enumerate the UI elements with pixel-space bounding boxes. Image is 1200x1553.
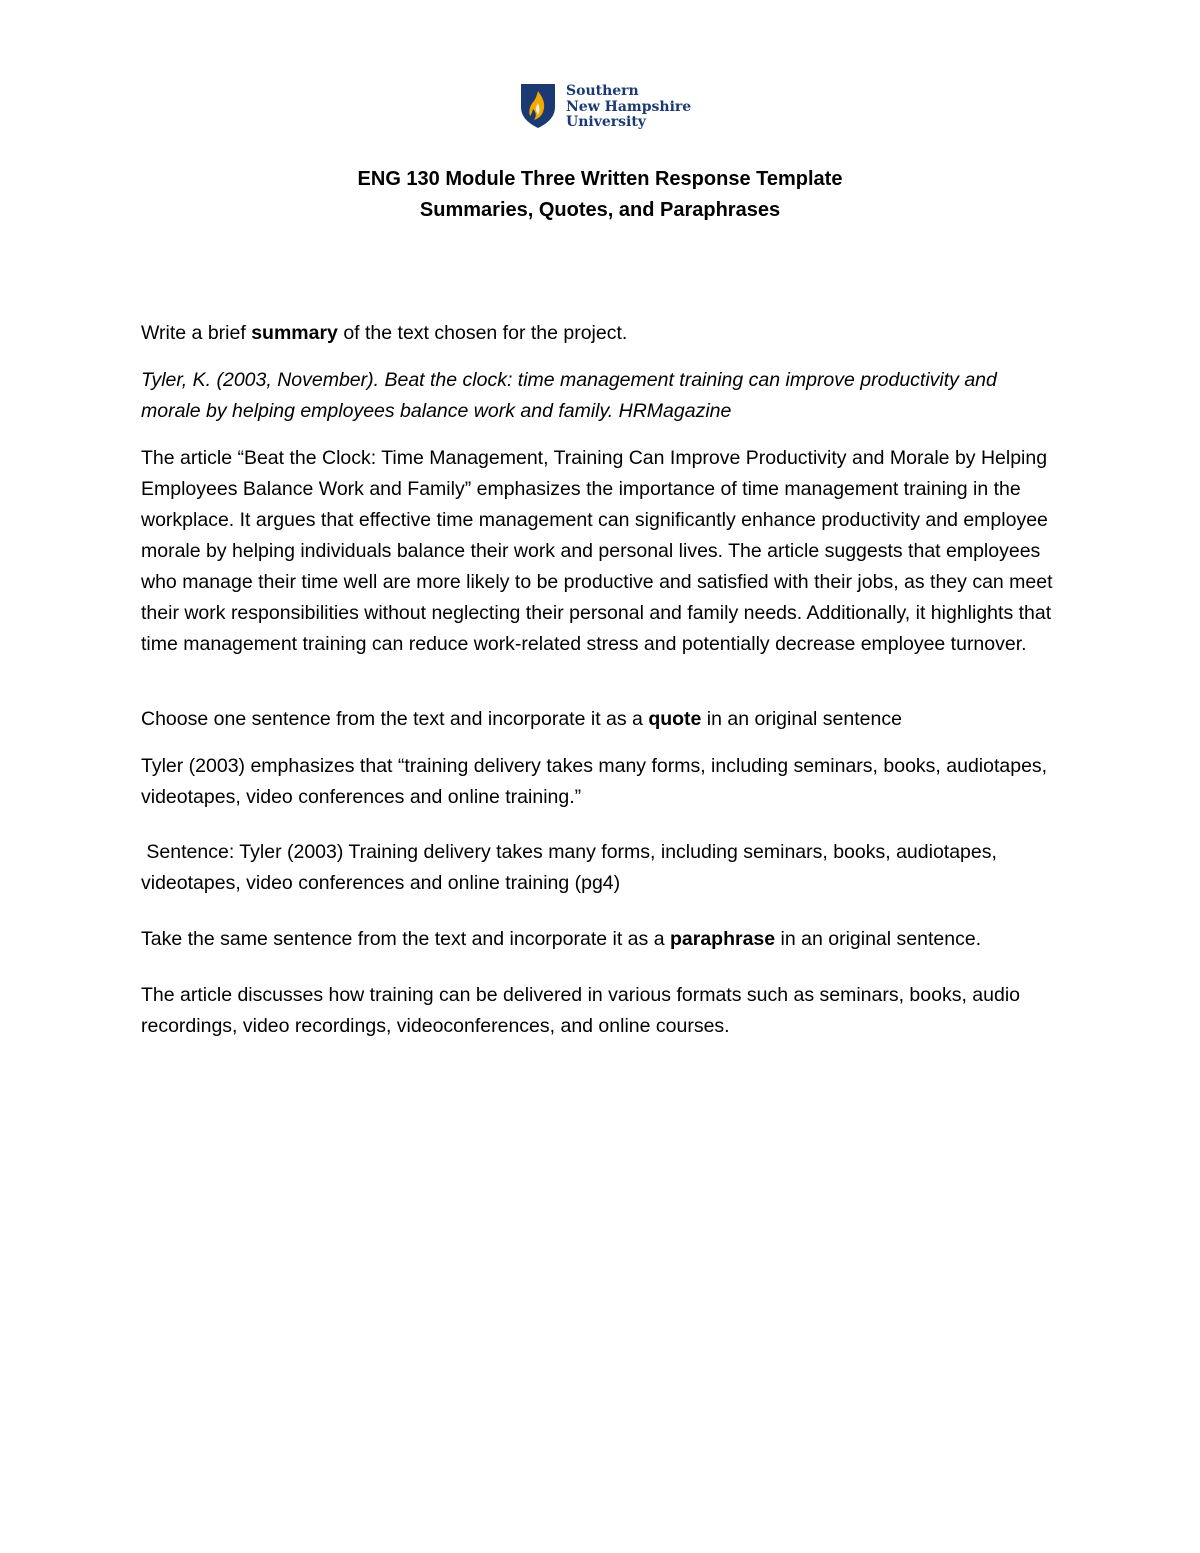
summary-paragraph: The article “Beat the Clock: Time Management, Training Can Improve Productivity and Morale by Helping Employees Balance Work and Family” emphasizes the importance of time management training in the workplace. It argues that effective time management can significantly enhance productivity and employee morale by helping individuals balance their work and personal lives. The article suggests that employees who manage their time well are more likely to be productive and satisfied with their jobs, as they can meet their work responsibilities without neglecting their personal and family needs. Additionally, it highlights that time management training can reduce work-related stress and potentially decrease employee turnover. xyxy=(141,447,1053,655)
summary-prompt xyxy=(141,318,1061,349)
paraphrase-paragraph: The article discusses how training can be delivered in various formats such as seminars, books, audio recordings, video recordings, videoconferences, and online courses. xyxy=(141,984,1021,1037)
quote-prompt xyxy=(141,704,1061,735)
summary-prompt-start: Write a brief xyxy=(141,322,252,344)
quote-prompt-start: Choose one sentence from the text and incorporate it as a xyxy=(141,708,649,730)
document-title: ENG 130 Module Three Written Response Template xyxy=(357,168,843,190)
citation: Tyler, K. (2003, November). Beat the clock: time management training can improve productivity and morale by helping employees balance work and family. HRMagazine xyxy=(141,369,997,422)
summary-prompt-end: of the text chosen for the project. xyxy=(337,322,628,344)
sentence-paragraph: Sentence: Tyler (2003) Training delivery takes many forms, including seminars, books, audiotapes, videotapes, video conferences and online training (pg4) xyxy=(141,841,1003,894)
paraphrase-prompt xyxy=(141,924,1061,955)
quote-paragraph: Tyler (2003) emphasizes that “training delivery takes many forms, including seminars, books, audiotapes, videotapes, video conferences and online training.” xyxy=(141,755,1048,808)
quote-keyword: quote xyxy=(648,708,702,730)
shield-flame-icon xyxy=(520,83,556,129)
document-body xyxy=(141,318,1061,1042)
wordmark-line-1: Southern xyxy=(566,83,639,99)
paraphrase-prompt-start: Take the same sentence from the text and incorporate it as a xyxy=(141,928,670,950)
document-header xyxy=(0,164,1200,226)
paraphrase-prompt-end: in an original sentence. xyxy=(775,928,982,950)
paraphrase-keyword: paraphrase xyxy=(669,928,776,950)
university-logo xyxy=(520,83,691,131)
wordmark-line-3: University xyxy=(566,114,646,130)
university-wordmark xyxy=(566,84,691,131)
summary-keyword: summary xyxy=(251,322,338,344)
quote-prompt-end: in an original sentence xyxy=(701,708,902,730)
document-subtitle: Summaries, Quotes, and Paraphrases xyxy=(419,199,781,221)
wordmark-line-2: New Hampshire xyxy=(566,98,692,115)
